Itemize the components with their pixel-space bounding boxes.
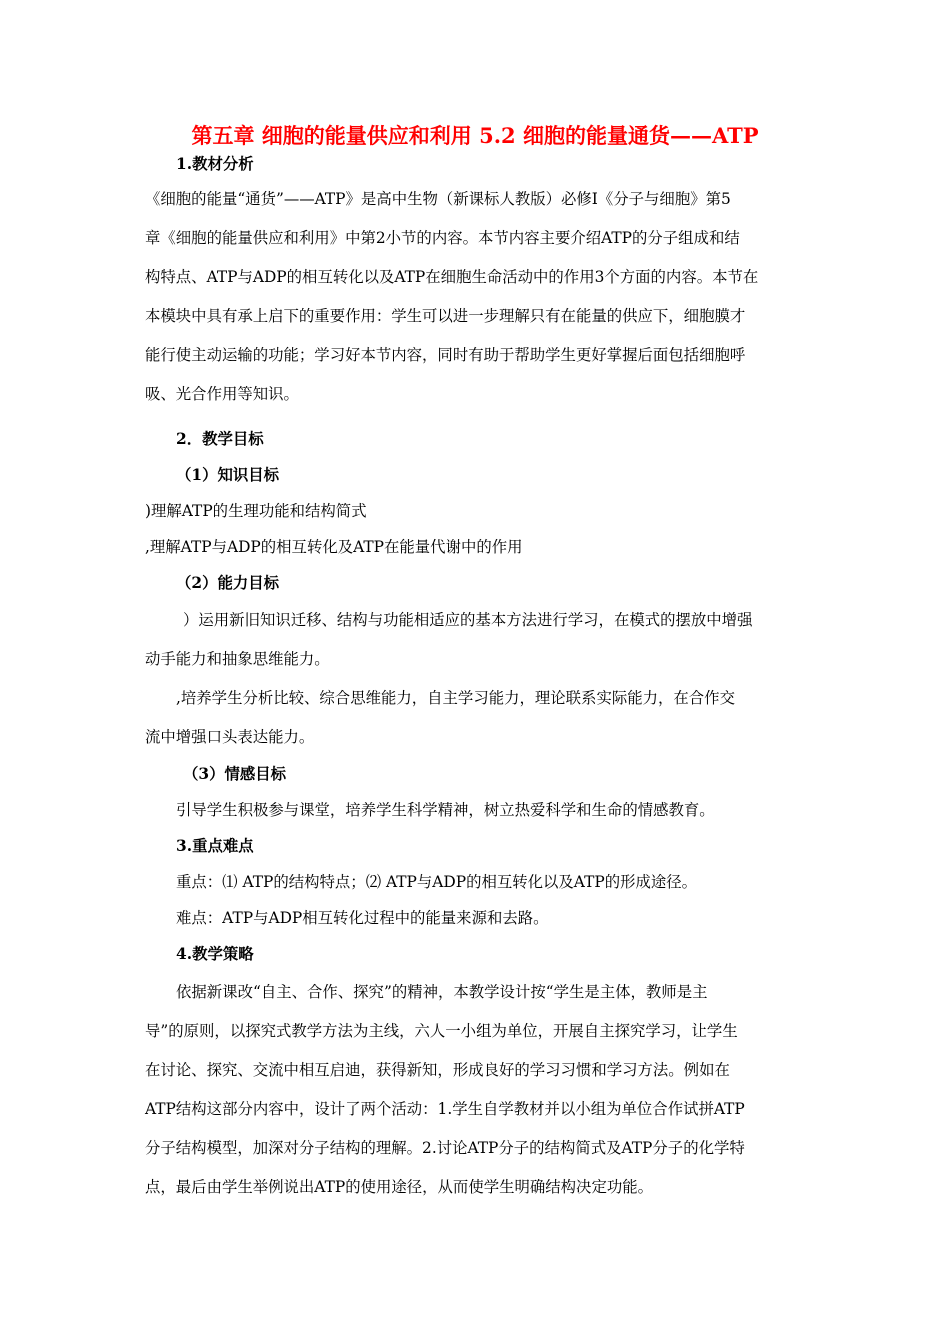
paragraph-line: 《细胞的能量“通货”——ATP》是高中生物（新课标人教版）必修Ⅰ《分子与细胞》第5 xyxy=(145,190,731,208)
subsection-heading-emotional-goals: （3）情感目标 xyxy=(183,765,287,783)
section-heading-teaching-goals: 2．教学目标 xyxy=(176,430,264,448)
goal-line: 流中增强口头表达能力。 xyxy=(145,728,315,746)
paragraph-line: 本模块中具有承上启下的重要作用：学生可以进一步理解只有在能量的供应下，细胞膜才 xyxy=(145,307,746,325)
paragraph-line: 在讨论、探究、交流中相互启迪，获得新知，形成良好的学习习惯和学习方法。例如在 xyxy=(145,1061,730,1079)
section-heading-teaching-strategy: 4.教学策略 xyxy=(176,945,254,963)
paragraph-line: 吸、光合作用等知识。 xyxy=(145,385,299,403)
paragraph-line: 点，最后由学生举例说出ATP的使用途径，从而使学生明确结构决定功能。 xyxy=(145,1178,654,1196)
paragraph-line: 导”的原则，以探究式教学方法为主线，六人一小组为单位，开展自主探究学习，让学生 xyxy=(145,1022,738,1040)
subsection-heading-knowledge-goals: （1）知识目标 xyxy=(176,466,280,484)
paragraph-line: 章《细胞的能量供应和利用》中第2小节的内容。本节内容主要介绍ATP的分子组成和结 xyxy=(145,229,740,247)
goal-line: ,理解ATP与ADP的相互转化及ATP在能量代谢中的作用 xyxy=(145,538,523,556)
paragraph-line: 构特点、ATP与ADP的相互转化以及ATP在细胞生命活动中的作用3个方面的内容。本节在 xyxy=(145,268,759,286)
paragraph-line: ATP结构这部分内容中，设计了两个活动：1.学生自学教材并以小组为单位合作试拼ATP xyxy=(145,1100,745,1118)
key-point-line: 重点：⑴ ATP的结构特点；⑵ ATP与ADP的相互转化以及ATP的形成途径。 xyxy=(176,873,698,891)
paragraph-line: 依据新课改“自主、合作、探究”的精神，本教学设计按“学生是主体，教师是主 xyxy=(176,983,708,1001)
difficulty-line: 难点：ATP与ADP相互转化过程中的能量来源和去路。 xyxy=(176,909,549,927)
goal-line: 引导学生积极参与课堂，培养学生科学精神，树立热爱科学和生命的情感教育。 xyxy=(176,801,715,819)
section-heading-key-points: 3.重点难点 xyxy=(176,837,254,855)
goal-line: )理解ATP的生理功能和结构简式 xyxy=(145,502,367,520)
paragraph-line: 能行使主动运输的功能；学习好本节内容，同时有助于帮助学生更好掌握后面包括细胞呼 xyxy=(145,346,746,364)
subsection-heading-ability-goals: （2）能力目标 xyxy=(176,574,280,592)
goal-line: ）运用新旧知识迁移、结构与功能相适应的基本方法进行学习，在模式的摆放中增强 xyxy=(183,611,753,629)
section-heading-textbook-analysis: 1.教材分析 xyxy=(176,155,254,173)
paragraph-line: 分子结构模型，加深对分子结构的理解。2.讨论ATP分子的结构简式及ATP分子的化学特 xyxy=(145,1139,745,1157)
document-title: 第五章 细胞的能量供应和利用 5.2 细胞的能量通货——ATP xyxy=(191,123,759,148)
goal-line: ,培养学生分析比较、综合思维能力，自主学习能力，理论联系实际能力，在合作交 xyxy=(176,689,735,707)
goal-line: 动手能力和抽象思维能力。 xyxy=(145,650,330,668)
